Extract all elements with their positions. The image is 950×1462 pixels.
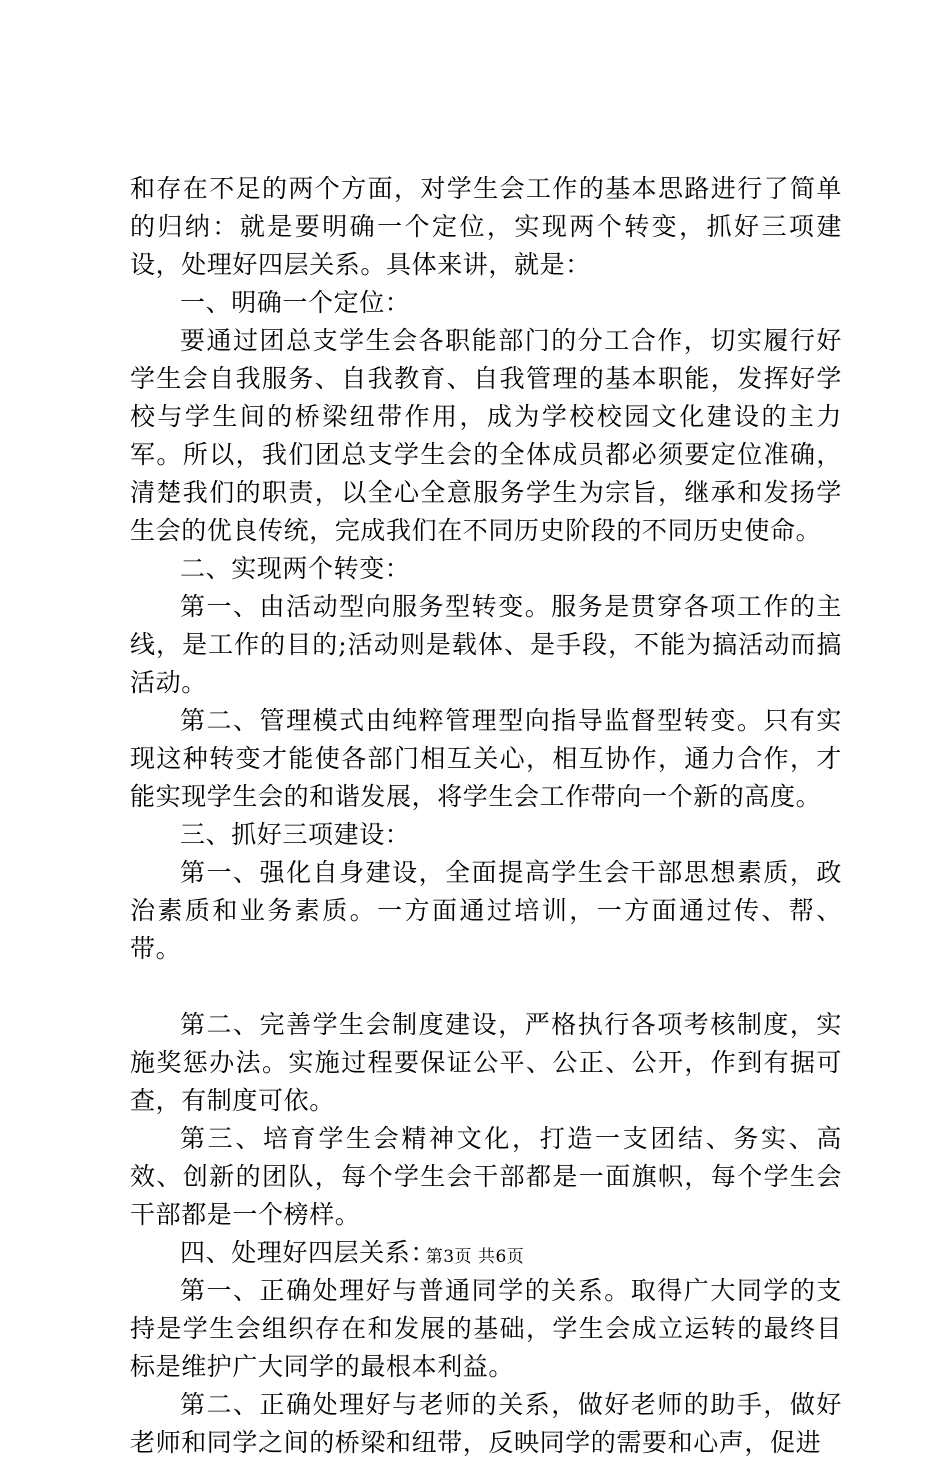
paragraph-construction-2: 第二、完善学生会制度建设，严格执行各项考核制度，实施奖惩办法。实施过程要保证公平、公正、公开，作到有据可查，有制度可依。 bbox=[130, 1010, 842, 1115]
paragraph-transformation-2: 第二、管理模式由纯粹管理型向指导监督型转变。只有实现这种转变才能使各部门相互关心，相互协作，通力合作，才能实现学生会的和谐发展，将学生会工作带向一个新的高度。 bbox=[130, 706, 842, 811]
paragraph-construction-1: 第一、强化自身建设，全面提高学生会干部思想素质，政治素质和业务素质。一方面通过培训，一方面通过传、帮、带。 bbox=[130, 858, 842, 963]
heading-four-relationships: 四、处理好四层关系： bbox=[180, 1238, 437, 1267]
paragraph-transformation-1: 第一、由活动型向服务型转变。服务是贯穿各项工作的主线，是工作的目的;活动则是载体、是手段，不能为搞活动而搞活动。 bbox=[130, 592, 842, 697]
heading-one-positioning: 一、明确一个定位： bbox=[180, 288, 411, 317]
paragraph-relationship-1: 第一、正确处理好与普通同学的关系。取得广大同学的支持是学生会组织存在和发展的基础，学生会成立运转的最终目标是维护广大同学的最根本利益。 bbox=[130, 1276, 842, 1381]
page-number-footer: 第3页 共6页 bbox=[425, 1247, 525, 1267]
paragraph-construction-3: 第三、培育学生会精神文化，打造一支团结、务实、高效、创新的团队，每个学生会干部都是一面旗帜，每个学生会干部都是一个榜样。 bbox=[130, 1124, 842, 1229]
heading-two-transformations: 二、实现两个转变： bbox=[180, 554, 411, 583]
heading-three-constructions: 三、抓好三项建设： bbox=[180, 820, 411, 849]
paragraph-positioning: 要通过团总支学生会各职能部门的分工合作，切实履行好学生会自我服务、自我教育、自我管理的基本职能，发挥好学校与学生间的桥梁纽带作用，成为学校校园文化建设的主力军。所以，我们团总支学生会的全体成员都必须要定位准确，清楚我们的职责，以全心全意服务学生为宗旨，继承和发扬学生会的优良传统，完成我们在不同历史阶段的不同历史使命。 bbox=[130, 326, 842, 545]
paragraph-relationship-2: 第二、正确处理好与老师的关系，做好老师的助手，做好老师和同学之间的桥梁和纽带，反映同学的需要和心声，促进 bbox=[130, 1390, 842, 1457]
document-body bbox=[130, 170, 842, 1462]
paragraph-intro-continued: 和存在不足的两个方面，对学生会工作的基本思路进行了简单的归纳：就是要明确一个定位，实现两个转变，抓好三项建设，处理好四层关系。具体来讲，就是： bbox=[130, 174, 842, 279]
